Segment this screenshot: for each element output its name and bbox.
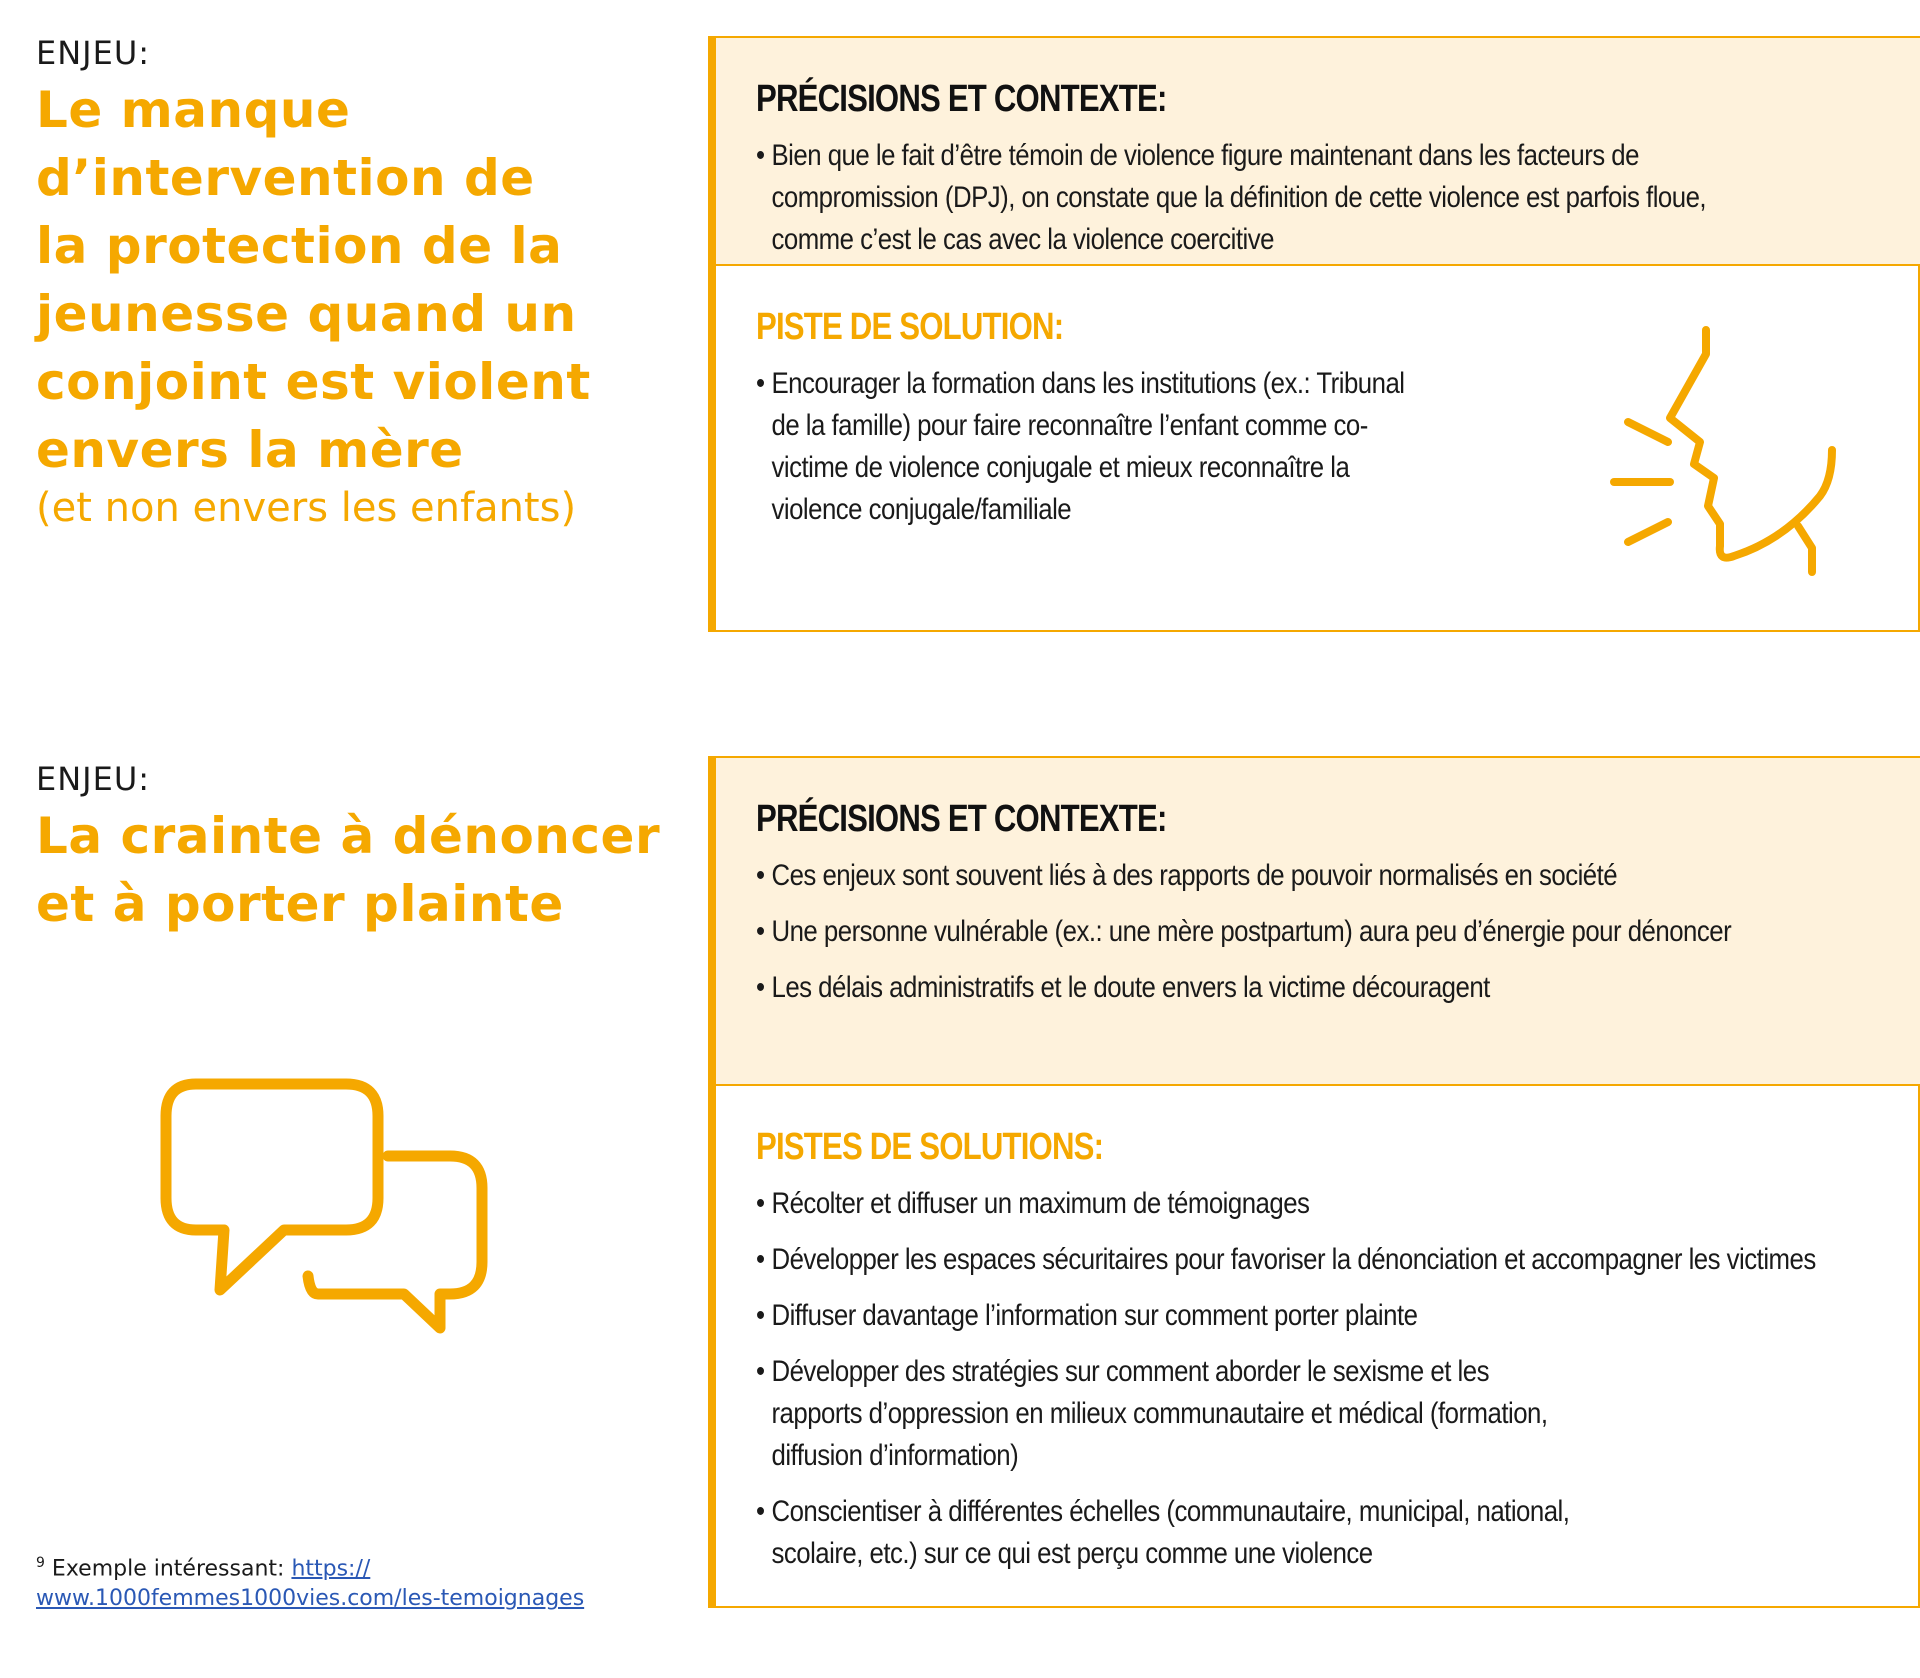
- issue2-left-column: [36, 760, 676, 938]
- list-item: • Diffuser davantage l’information sur comment porter plainte: [756, 1295, 1879, 1337]
- footnote-link-line2: www.1000femmes1000vies.com/les-temoignages: [36, 1586, 585, 1612]
- issue2-solution-box: [716, 1086, 1920, 1608]
- issue1-subtitle: (et non envers les enfants): [36, 485, 577, 531]
- footnote-text: Exemple intéressant:: [51, 1556, 292, 1582]
- issue1-title-line: jeunesse quand un: [36, 285, 577, 343]
- speaking-face-icon: [1584, 310, 1884, 600]
- issue1-context-box: [716, 36, 1920, 266]
- issue1-panel: [708, 36, 1920, 632]
- issue1-title-line: conjoint est violent: [36, 353, 591, 411]
- list-item: • Les délais administratifs et le doute envers la victime découragent: [756, 967, 1881, 1009]
- issue2-context-heading: PRÉCISIONS ET CONTEXTE:: [756, 798, 1167, 840]
- issue1-label: ENJEU:: [36, 34, 151, 72]
- list-item: • Une personne vulnérable (ex.: une mère postpartum) aura peu d’énergie pour dénoncer: [756, 911, 1881, 953]
- issue1-solution-list: [756, 363, 1530, 531]
- issue2-title-line: et à porter plainte: [36, 875, 564, 933]
- list-item: • Développer des stratégies sur comment aborder le sexisme et les rapports d’oppression en milieux communautaire et médical (formation, diffusion d’information): [756, 1351, 1571, 1477]
- list-item: • Développer les espaces sécuritaires pour favoriser la dénonciation et accompagner les victimes: [756, 1239, 1879, 1281]
- issue1-title-line: Le manque: [36, 81, 351, 139]
- list-item: • Ces enjeux sont souvent liés à des rapports de pouvoir normalisés en société: [756, 855, 1881, 897]
- issue1-left-column: [36, 34, 676, 532]
- issue2-solution-list: [756, 1183, 1879, 1575]
- issue1-solution-box: [716, 266, 1920, 632]
- list-item: • Conscientiser à différentes échelles (communautaire, municipal, national, scolaire, etc.) sur ce qui est perçu comme une violence: [756, 1491, 1571, 1575]
- footnote-number: 9: [36, 1555, 45, 1571]
- speech-bubbles-icon: [160, 1078, 500, 1348]
- issue2-title-line: La crainte à dénoncer: [36, 807, 661, 865]
- list-item: • Récolter et diffuser un maximum de témoignages: [756, 1183, 1879, 1225]
- issue2-context-list: [756, 855, 1881, 1009]
- list-item: • Encourager la formation dans les institutions (ex.: Tribunal de la famille) pour faire reconnaître l’enfant comme co-victime de violence conjugale et mieux reconnaître la violence conjugale/familiale: [756, 363, 1434, 531]
- issue2-title: [36, 802, 676, 938]
- issue1-context-list: [756, 135, 1881, 261]
- footnote-link-line1: https://: [291, 1556, 371, 1582]
- list-item: • Bien que le fait d’être témoin de violence figure maintenant dans les facteurs de compromission (DPJ), on constate que la définition de cette violence est parfois floue, comme c’est le cas avec la violence coercitive: [756, 135, 1760, 261]
- footnote: [36, 1548, 676, 1614]
- issue1-title-line: la protection de la: [36, 217, 563, 275]
- issue1-title-line: envers la mère: [36, 421, 464, 479]
- issue1-context-heading: PRÉCISIONS ET CONTEXTE:: [756, 78, 1167, 120]
- issue1-title-line: d’intervention de: [36, 149, 535, 207]
- issue2-solution-heading: PISTES DE SOLUTIONS:: [756, 1126, 1104, 1168]
- issue2-panel: [708, 756, 1920, 1608]
- issue1-title: [36, 76, 676, 484]
- issue2-label: ENJEU:: [36, 760, 151, 798]
- issue2-context-box: [716, 756, 1920, 1086]
- issue1-solution-heading: PISTE DE SOLUTION:: [756, 306, 1064, 348]
